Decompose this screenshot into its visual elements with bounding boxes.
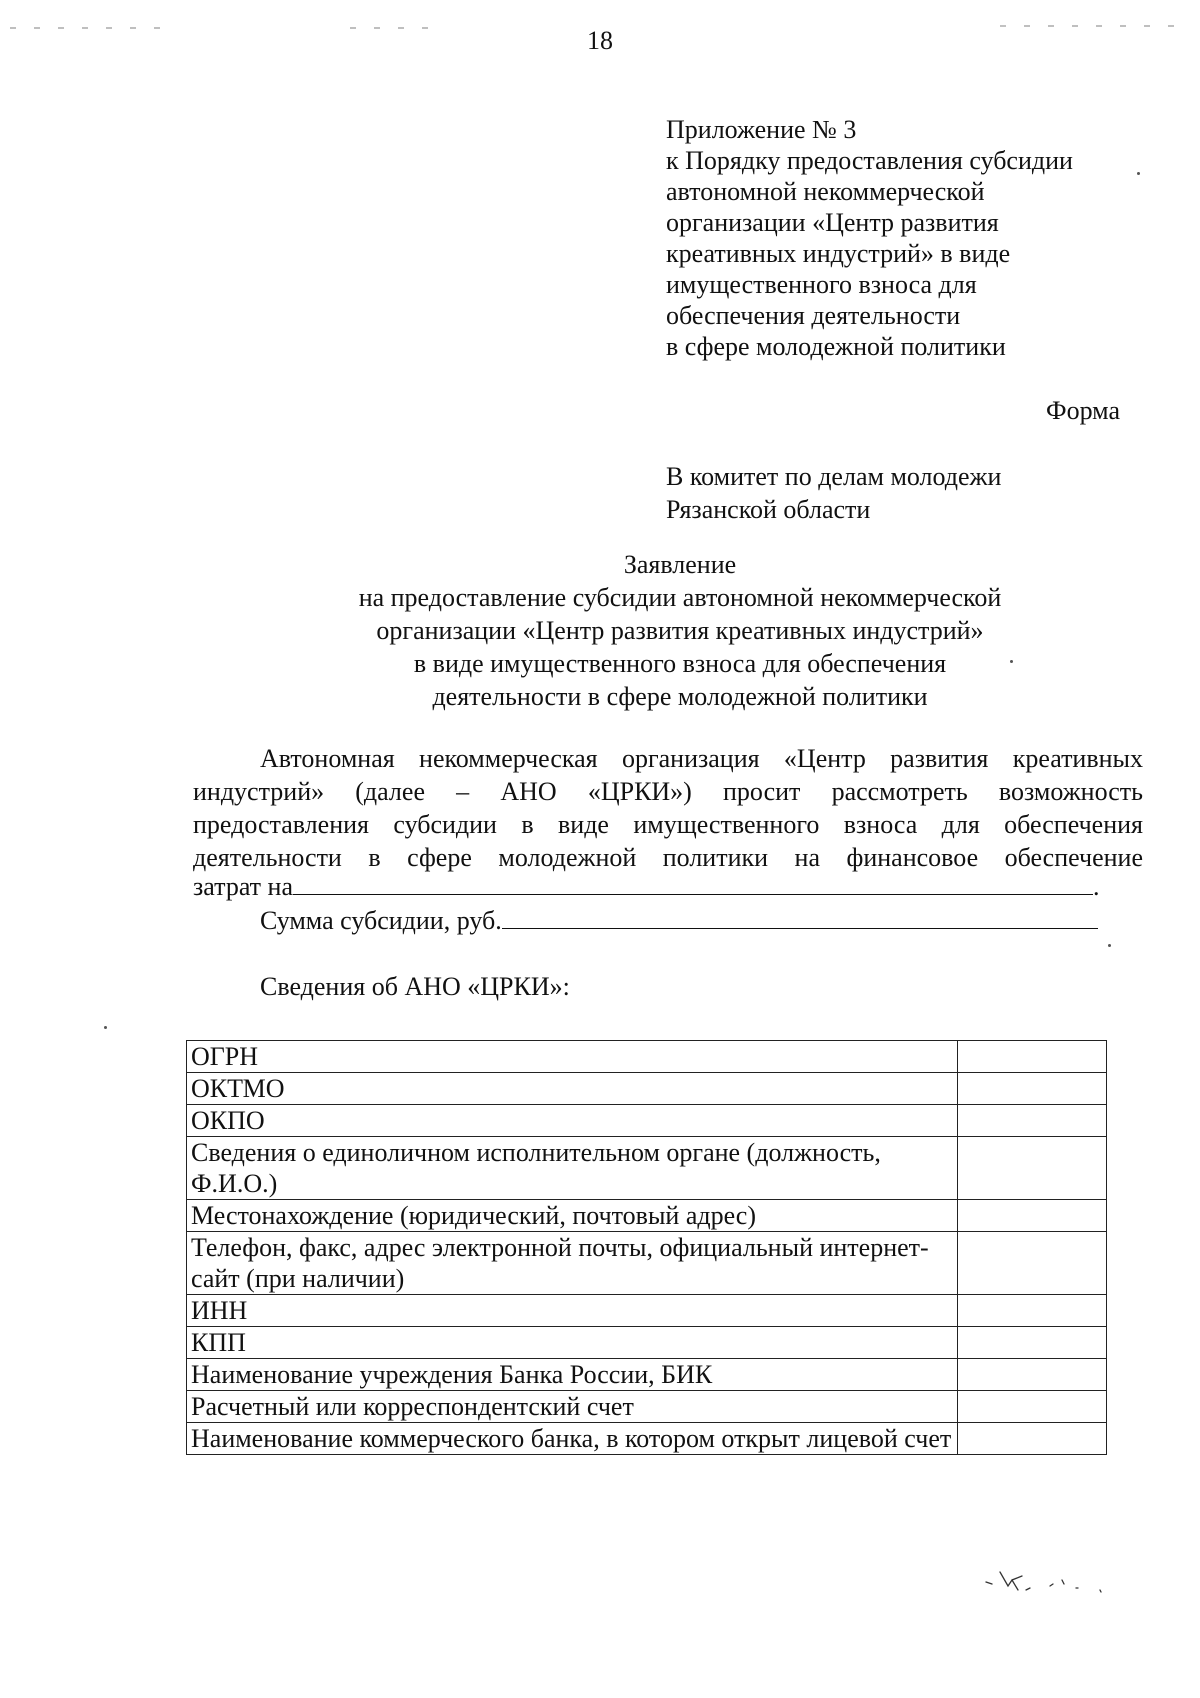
scribble-mark-icon [980, 1560, 1130, 1610]
appendix-line: Приложение № 3 [666, 115, 857, 144]
row-label: Наименование коммерческого банка, в котором открыт лицевой счет [187, 1423, 958, 1455]
page-number: 18 [587, 26, 613, 55]
paragraph-line: Автономная некоммерческая организация «Центр развития креативных [260, 744, 1143, 773]
appendix-line: имущественного взноса для [666, 270, 977, 299]
addressee [666, 460, 1001, 526]
row-label: ОКТМО [187, 1073, 958, 1105]
row-label: ИНН [187, 1295, 958, 1327]
paragraph-line: предоставления субсидии в виде имущественного взноса для обеспечения [193, 810, 1143, 839]
row-value-field[interactable] [958, 1391, 1107, 1423]
row-value-field[interactable] [958, 1423, 1107, 1455]
title-heading: Заявление [623, 550, 737, 579]
row-value-field[interactable] [958, 1200, 1107, 1232]
row-label: Местонахождение (юридический, почтовый адрес) [187, 1200, 958, 1232]
document-title [180, 548, 1180, 713]
addressee-line: Рязанской области [666, 495, 871, 524]
table-row [187, 1295, 1107, 1327]
row-value-field[interactable] [958, 1359, 1107, 1391]
table-row [187, 1327, 1107, 1359]
title-line: в виде имущественного взноса для обеспечения [413, 649, 947, 678]
title-line: деятельности в сфере молодежной политики [432, 682, 928, 711]
row-value-field[interactable] [958, 1105, 1107, 1137]
costs-line [193, 870, 1100, 903]
row-value-field[interactable] [958, 1137, 1107, 1200]
appendix-line: организации «Центр развития [666, 208, 999, 237]
table-row [187, 1359, 1107, 1391]
appendix-line: автономной некоммерческой [666, 177, 985, 206]
row-label: ОКПО [187, 1105, 958, 1137]
table-row [187, 1073, 1107, 1105]
scan-speck [1137, 172, 1140, 175]
costs-blank-field[interactable] [293, 872, 1093, 895]
row-label: ОГРН [187, 1041, 958, 1073]
addressee-line: В комитет по делам молодежи [666, 462, 1002, 491]
paragraph-line: индустрий» (далее – АНО «ЦРКИ») просит рассмотреть возможность [193, 777, 1143, 806]
appendix-line: обеспечения деятельности [666, 301, 961, 330]
appendix-line: к Порядку предоставления субсидии [666, 146, 1073, 175]
appendix-line: креативных индустрий» в виде [666, 239, 1011, 268]
sum-blank-field[interactable] [502, 906, 1098, 929]
row-label: КПП [187, 1327, 958, 1359]
appendix-line: в сфере молодежной политики [666, 332, 1006, 361]
row-label: Сведения о единоличном исполнительном органе (должность, Ф.И.О.) [187, 1137, 958, 1200]
appendix-reference [666, 114, 1186, 362]
row-value-field[interactable] [958, 1041, 1107, 1073]
title-line: на предоставление субсидии автономной некоммерческой [358, 583, 1002, 612]
row-label: Наименование учреждения Банка России, БИК [187, 1359, 958, 1391]
scan-speck [1010, 660, 1013, 663]
table-row [187, 1232, 1107, 1295]
row-value-field[interactable] [958, 1295, 1107, 1327]
row-value-field[interactable] [958, 1327, 1107, 1359]
paragraph-line: деятельности в сфере молодежной политики на финансовое обеспечение [193, 843, 1143, 872]
subsidy-sum-line [260, 904, 1098, 937]
row-label: Расчетный или корреспондентский счет [187, 1391, 958, 1423]
costs-label: затрат на [193, 872, 294, 901]
organization-info-table [186, 1040, 1107, 1455]
row-value-field[interactable] [958, 1232, 1107, 1295]
request-paragraph [193, 742, 1143, 874]
info-table-body [187, 1041, 1107, 1455]
table-row [187, 1391, 1107, 1423]
title-line: организации «Центр развития креативных индустрий» [376, 616, 984, 645]
table-row [187, 1041, 1107, 1073]
info-heading: Сведения об АНО «ЦРКИ»: [260, 972, 570, 1001]
sum-label: Сумма субсидии, руб. [260, 906, 502, 935]
table-row [187, 1105, 1107, 1137]
row-value-field[interactable] [958, 1073, 1107, 1105]
row-label: Телефон, факс, адрес электронной почты, официальный интернет-сайт (при наличии) [187, 1232, 958, 1295]
form-label: Форма [1046, 396, 1120, 425]
costs-period: . [1093, 872, 1100, 901]
table-row [187, 1423, 1107, 1455]
table-row [187, 1200, 1107, 1232]
table-row [187, 1137, 1107, 1200]
scan-speck [1108, 944, 1111, 947]
scan-speck [104, 1026, 107, 1029]
